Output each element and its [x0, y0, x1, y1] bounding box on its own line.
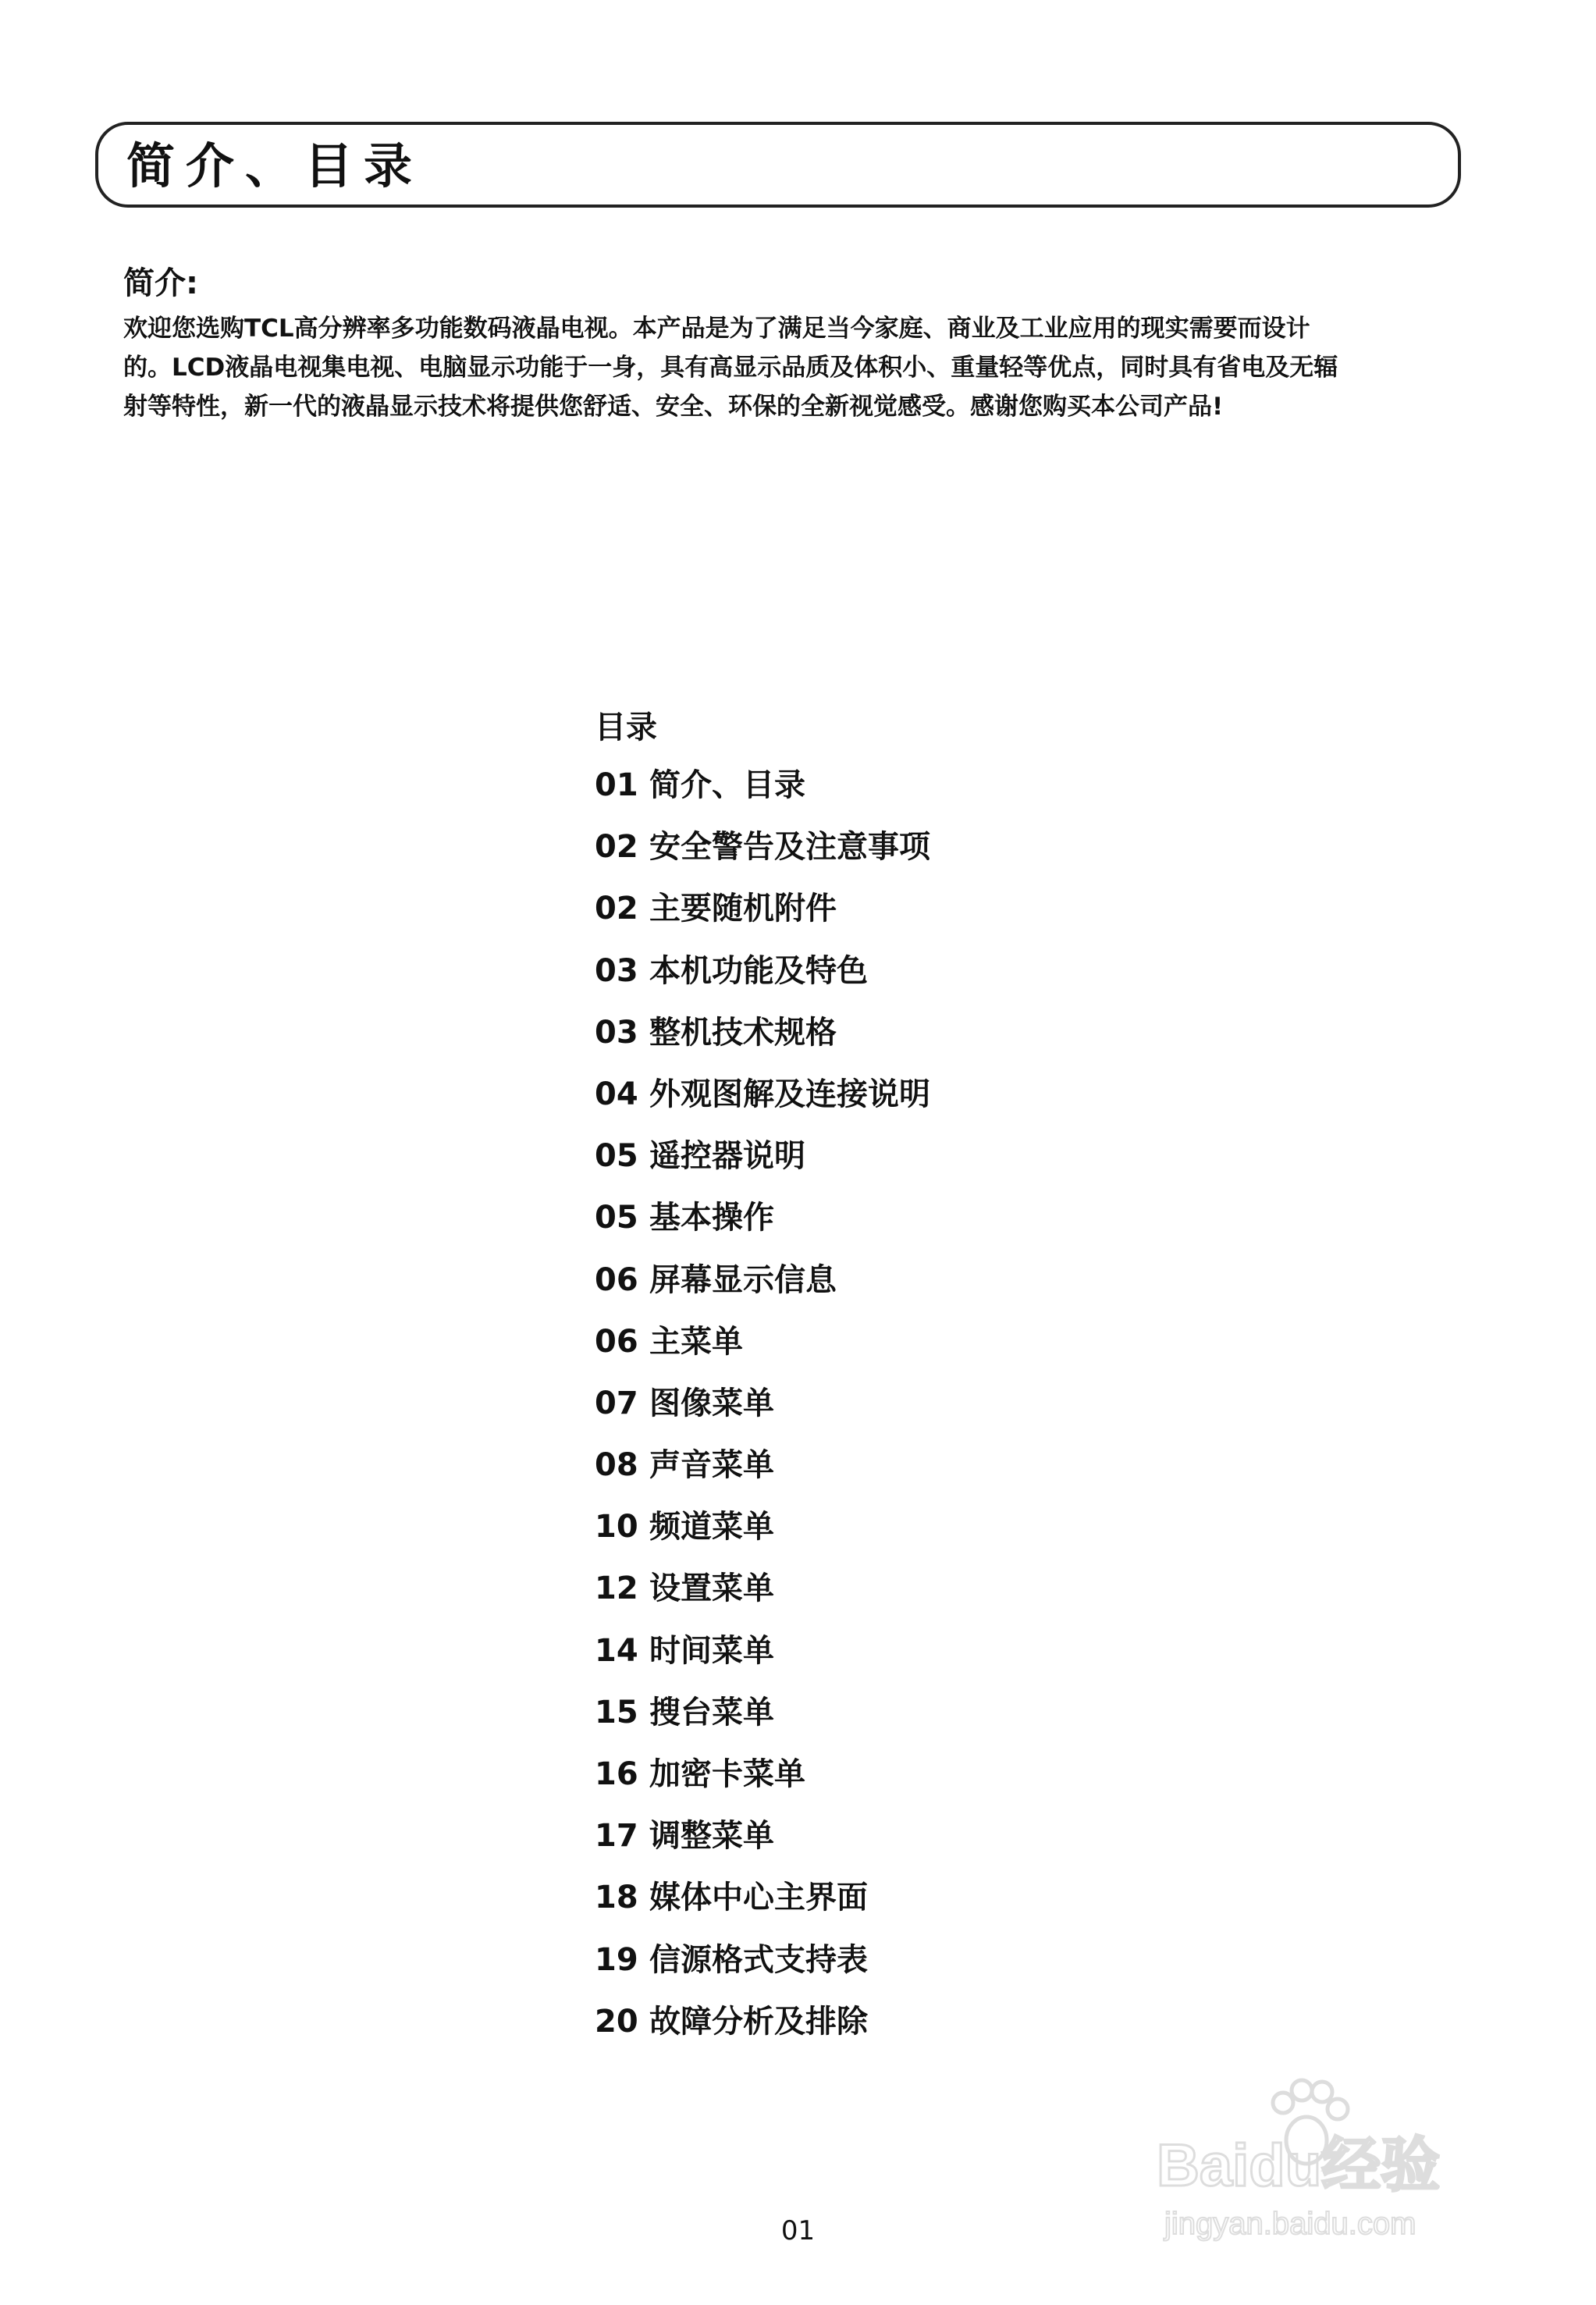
- toc-label: 遥控器说明: [649, 1138, 805, 1175]
- toc-list: [595, 763, 1141, 2061]
- table-of-contents: [595, 706, 1141, 2061]
- intro-line: 射等特性，新一代的液晶显示技术将提供您舒适、安全、环保的全新视觉感受。感谢您购买本公司产品!: [123, 393, 1224, 421]
- toc-page-number: 16: [595, 1756, 638, 1792]
- watermark-url: jingyan.baidu.com: [1164, 2207, 1416, 2241]
- toc-page-number: 14: [595, 1632, 638, 1669]
- toc-item: [595, 1134, 1141, 1196]
- toc-item: [595, 949, 1141, 1011]
- toc-page-number: 06: [595, 1323, 638, 1360]
- toc-page-number: 03: [595, 952, 638, 989]
- toc-item: [595, 1320, 1141, 1382]
- toc-page-number: 10: [595, 1509, 638, 1546]
- toc-label: 加密卡菜单: [649, 1756, 805, 1792]
- toc-item: [595, 2000, 1141, 2061]
- toc-item: [595, 1752, 1141, 1814]
- toc-label: 设置菜单: [649, 1570, 774, 1607]
- toc-page-number: 18: [595, 1880, 638, 1916]
- toc-page-number: 12: [595, 1570, 638, 1607]
- toc-page-number: 07: [595, 1385, 638, 1421]
- toc-item: [595, 763, 1141, 825]
- page-title: 简介、目录: [126, 137, 424, 194]
- toc-label: 搜台菜单: [649, 1694, 774, 1731]
- toc-page-number: 05: [595, 1138, 638, 1175]
- page-number: 01: [780, 2215, 816, 2246]
- toc-item: [595, 1938, 1141, 2000]
- toc-item: [595, 1196, 1141, 1257]
- toc-label: 主要随机附件: [649, 891, 837, 927]
- toc-page-number: 19: [595, 1941, 638, 1978]
- toc-page-number: 02: [595, 891, 638, 927]
- toc-item: [595, 1876, 1141, 1937]
- toc-label: 安全警告及注意事项: [649, 829, 930, 866]
- toc-item: [595, 1567, 1141, 1628]
- toc-label: 媒体中心主界面: [649, 1880, 868, 1916]
- toc-label: 主菜单: [649, 1323, 743, 1360]
- toc-page-number: 02: [595, 829, 638, 866]
- toc-page-number: 04: [595, 1076, 638, 1112]
- toc-item: [595, 1814, 1141, 1876]
- intro-line: 欢迎您选购TCL高分辨率多功能数码液晶电视。本产品是为了满足当今家庭、商业及工业应用的现实需要而设计: [123, 315, 1310, 343]
- toc-page-number: 01: [595, 767, 638, 803]
- toc-heading: 目录: [595, 710, 657, 745]
- toc-item: [595, 1011, 1141, 1072]
- toc-label: 图像菜单: [649, 1385, 774, 1421]
- toc-label: 调整菜单: [649, 1818, 774, 1855]
- intro-heading: 简介:: [123, 265, 198, 301]
- toc-label: 简介、目录: [649, 767, 805, 803]
- toc-label: 屏幕显示信息: [649, 1261, 837, 1298]
- toc-item: [595, 1072, 1141, 1134]
- toc-label: 基本操作: [649, 1200, 774, 1236]
- toc-item: [595, 1258, 1141, 1320]
- toc-label: 故障分析及排除: [649, 2003, 868, 2040]
- toc-label: 整机技术规格: [649, 1014, 837, 1051]
- toc-page-number: 20: [595, 2003, 638, 2040]
- baidu-jingyan-watermark: [1141, 2068, 1516, 2248]
- title-frame: [95, 122, 1461, 208]
- toc-item: [595, 1505, 1141, 1567]
- toc-label: 本机功能及特色: [649, 952, 868, 989]
- toc-page-number: 08: [595, 1447, 638, 1484]
- intro-line: 的。LCD液晶电视集电视、电脑显示功能于一身，具有高显示品质及体积小、重量轻等优点，同时具有省电及无辐: [123, 354, 1338, 382]
- toc-page-number: 17: [595, 1818, 638, 1855]
- watermark-brand: Baidu经验: [1157, 2132, 1441, 2199]
- toc-label: 频道菜单: [649, 1509, 774, 1546]
- toc-page-number: 06: [595, 1261, 638, 1298]
- toc-page-number: 03: [595, 1014, 638, 1051]
- toc-label: 外观图解及连接说明: [649, 1076, 930, 1112]
- toc-item: [595, 1691, 1141, 1752]
- toc-label: 信源格式支持表: [649, 1941, 868, 1978]
- toc-label: 声音菜单: [649, 1447, 774, 1484]
- toc-item: [595, 1629, 1141, 1691]
- toc-page-number: 15: [595, 1694, 638, 1731]
- toc-page-number: 05: [595, 1200, 638, 1236]
- toc-item: [595, 1443, 1141, 1505]
- toc-item: [595, 887, 1141, 948]
- toc-item: [595, 825, 1141, 887]
- toc-label: 时间菜单: [649, 1632, 774, 1669]
- toc-item: [595, 1382, 1141, 1443]
- intro-paragraph: [123, 309, 1442, 426]
